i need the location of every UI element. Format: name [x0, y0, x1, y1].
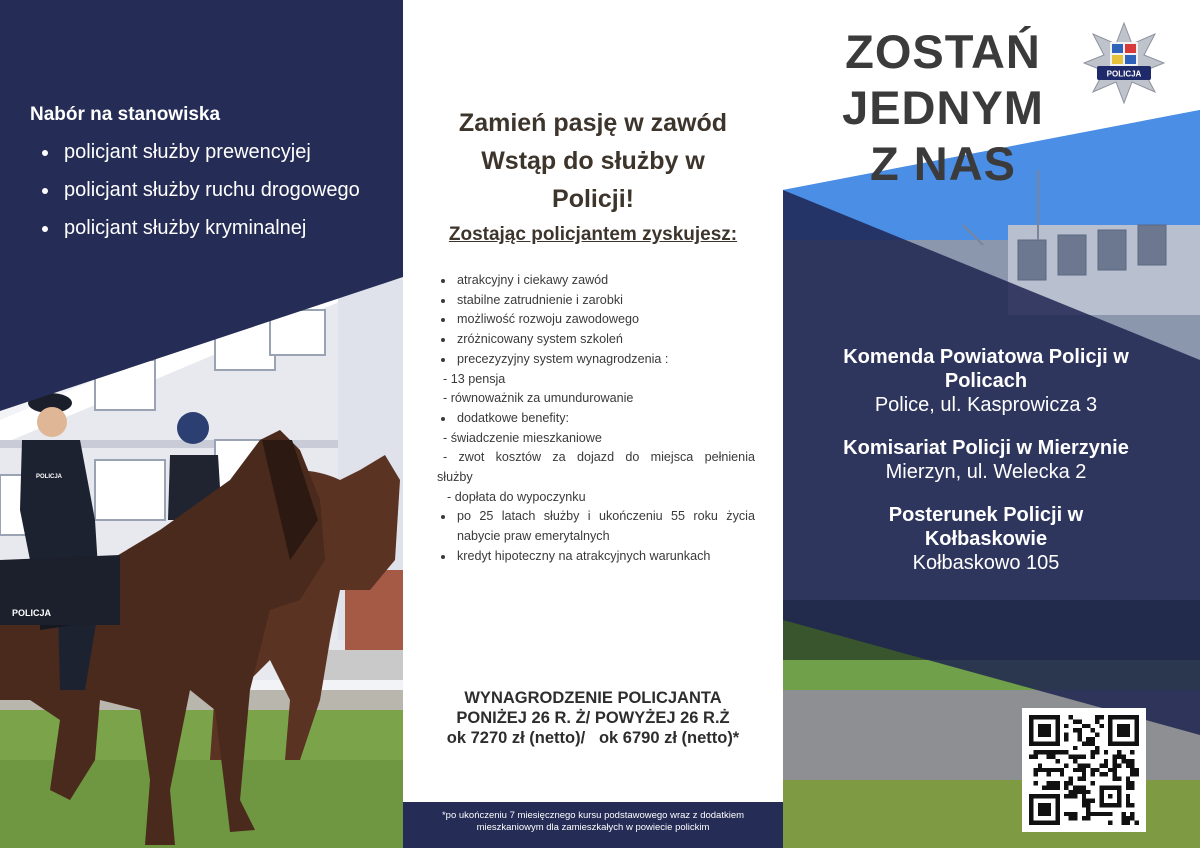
benefit-item: stabilne zatrudnienie i zarobki — [437, 291, 755, 311]
benefit-item: po 25 latach służby i ukończeniu 55 roku życia — [437, 507, 755, 527]
unit-name: Komisariat Policji w Mierzynie — [843, 437, 1129, 459]
benefit-item: atrakcyjny i ciekawy zawód — [437, 271, 755, 291]
qr-code[interactable] — [1022, 708, 1146, 832]
benefit-item: możliwość rozwoju zawodowego — [437, 310, 755, 330]
benefit-subitem: - 13 pensja — [443, 371, 506, 386]
navy-band — [0, 0, 403, 848]
unit-address: Kołbaskowo 105 — [912, 552, 1060, 574]
positions-heading: Nabór na stanowiska — [30, 104, 221, 125]
benefit-item: precezyzyjny system wynagrodzenia : — [437, 350, 755, 370]
police-unit — [793, 436, 1179, 484]
unit-address: Mierzyn, ul. Welecka 2 — [885, 461, 1087, 483]
vest-label: POLICJA — [36, 474, 63, 480]
footnote: *po ukończeniu 7 miesięcznego kursu podstawowego wraz z dodatkiem mieszkaniowym dla zamieszkałych w powiecie polickim — [403, 802, 783, 848]
right-panel — [783, 0, 1200, 848]
benefits-list — [437, 271, 755, 567]
benefit-subitem: - równoważnik za umundurowanie — [443, 391, 634, 406]
police-units — [793, 345, 1179, 594]
unit-name: Policach — [944, 370, 1028, 392]
unit-address: Police, ul. Kasprowicza 3 — [874, 394, 1098, 416]
middle-panel — [403, 0, 783, 848]
unit-name: Komenda Powiatowa Policji w — [843, 346, 1129, 368]
headline: Zamień pasję w zawód Wstąp do służby w Policji! — [458, 109, 728, 213]
position-item: policjant służby ruchu drogowego — [38, 180, 393, 200]
benefit-item: kredyt hipoteczny na atrakcyjnych warunkach — [437, 547, 755, 567]
benefit-item: dodatkowe benefity: — [437, 409, 755, 429]
benefit-subitem-continued: służby — [437, 470, 473, 485]
recruitment-title: ZOSTAŃ JEDNYM Z NAS — [842, 25, 1044, 190]
positions-list — [38, 142, 393, 256]
benefit-item: zróżnicowany system szkoleń — [437, 330, 755, 350]
qr-code-icon — [1029, 715, 1139, 825]
benefit-subitem: - zwot kosztów za dojazd do miejsca pełnienia — [443, 450, 755, 465]
unit-name: Kołbaskowie — [924, 528, 1048, 550]
police-unit — [793, 345, 1179, 417]
salary-info: WYNAGRODZENIE POLICJANTA PONIŻEJ 26 R. Ż/ POWYŻEJ 26 R.Ż ok 7270 zł (netto)/ ok 6790 zł (netto)* — [446, 689, 740, 747]
police-star-badge-icon — [1083, 22, 1165, 104]
saddle-label: POLICJA — [12, 608, 52, 618]
benefits-heading: Zostając policjantem zyskujesz: — [448, 224, 738, 245]
benefit-subitem: - dopłata do wypoczynku — [447, 489, 586, 504]
benefit-item-continued: nabycie praw emerytalnych — [457, 529, 610, 544]
position-item: policjant służby prewencyjej — [38, 142, 393, 162]
police-unit — [793, 503, 1179, 575]
benefit-subitem: - świadczenie mieszkaniowe — [443, 430, 602, 445]
left-panel — [0, 0, 403, 848]
badge-label: POLICJA — [1106, 69, 1142, 79]
unit-name: Posterunek Policji w — [888, 504, 1084, 526]
position-item: policjant służby kryminalnej — [38, 218, 393, 238]
